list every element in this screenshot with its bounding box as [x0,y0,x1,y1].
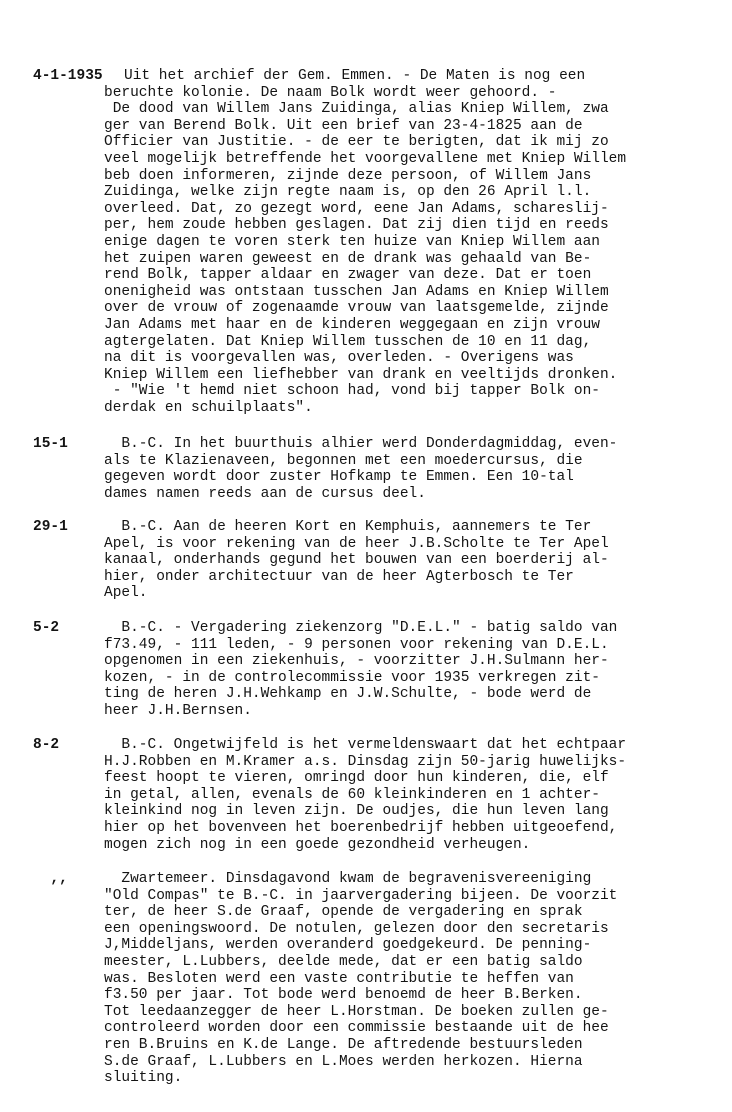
text-line: heer J.H.Bernsen. [104,702,252,719]
text-line: Officier van Justitie. - de eer te berigten, dat ik mij zo [104,134,609,151]
text-line: agtergelaten. Dat Kniep Willem tusschen de 10 en 11 dag, [104,333,592,350]
text-line: B.-C. In het buurthuis alhier werd Donderdagmiddag, even- [104,436,618,452]
text-line: - "Wie 't hemd niet schoon had, vond bij tapper Bolk on- [104,383,600,400]
text-line: ren B.Bruins en K.de Lange. De aftredende bestuursleden [104,1036,583,1053]
text-line: S.de Graaf, L.Lubbers en L.Moes werden herkozen. Hierna [104,1053,583,1070]
text-line: een openingswoord. De notulen, gelezen door den secretaris [104,920,609,937]
text-line: kleinkind nog in leven zijn. De oudjes, die hun leven lang [104,803,609,820]
text-line: overleed. Dat, zo gezegt word, eene Jan Adams, schareslij- [104,200,609,217]
entry-date: 4-1-1935 [33,68,103,84]
entry-text [104,737,626,853]
entry-date: 8-2 [33,737,60,753]
text-line: "Old Compas" te B.-C. in jaarvergadering bijeen. De voorzit [104,887,618,904]
text-line: gegeven wordt door zuster Hofkamp te Emmen. Een 10-tal [104,469,574,486]
entry-text [104,519,609,602]
entry-date: 29-1 [33,519,68,535]
entry-text [124,68,585,85]
entry-text-continued [104,85,626,417]
text-line: sluiting. [104,1070,183,1087]
entry-text [104,620,617,720]
text-line: derdak en schuilplaats". [104,399,313,416]
text-line: enige dagen te voren sterk ten huize van Kniep Willem aan [104,233,600,250]
text-line: Kniep Willem een liefhebber van drank en veeltijds dronken. [104,366,618,383]
text-line: Jan Adams met haar en de kinderen weggegaan en zijn vrouw [104,316,600,333]
text-line: hier, onder architectuur van de heer Agterbosch te Ter [104,568,574,585]
text-line: f73.49, - 111 leden, - 9 personen voor rekening van D.E.L. [104,636,609,653]
text-line: Zwartemeer. Dinsdagavond kwam de begravenisvereeniging [104,871,592,887]
text-line: Zuidinga, welke zijn regte naam is, op den 26 April l.l. [104,184,592,201]
text-line: H.J.Robben en M.Kramer a.s. Dinsdag zijn 50-jarig huwelijks- [104,753,627,770]
text-line: De dood van Willem Jans Zuidinga, alias Kniep Willem, zwa [104,101,609,118]
text-line: ger van Berend Bolk. Uit een brief van 23-4-1825 aan de [104,117,583,134]
text-line: per, hem zoude hebben geslagen. Dat zij dien tijd en reeds [104,217,609,234]
text-line: B.-C. Ongetwijfeld is het vermeldenswaart dat het echtpaar [104,737,627,753]
text-line: beb doen informeren, zijnde deze persoon, of Willem Jans [104,167,592,184]
text-line: het zuipen waren geweest en de drank was gehaald van Be- [104,250,592,267]
text-line: mogen zich nog in een goede gezondheid verheugen. [104,836,531,853]
entry-date: 15-1 [33,436,68,452]
text-line: was. Besloten werd een vaste contributie te heffen van [104,970,574,987]
text-line: kanaal, onderhands gegund het bouwen van een boerderij al- [104,552,609,569]
entry-text [104,436,617,502]
text-line: als te Klazienaveen, begonnen met een moedercursus, die [104,452,583,469]
text-line: Apel, is voor rekening van de heer J.B.Scholte te Ter Apel [104,535,609,552]
text-line: hier op het bovenveen het boerenbedrijf hebben uitgeoefend, [104,819,618,836]
text-line: kozen, - in de controlecommissie voor 1935 verkregen zit- [104,669,600,686]
text-line: controleerd worden door een commissie bestaande uit de hee [104,1020,609,1037]
text-line: Uit het archief der Gem. Emmen. - De Maten is nog een [124,68,586,84]
text-line: B.-C. Aan de heeren Kort en Kemphuis, aannemers te Ter [104,519,592,535]
text-line: feest hoopt te vieren, omringd door hun kinderen, die, elf [104,770,609,787]
text-line: meester, L.Lubbers, deelde mede, dat er een batig saldo [104,953,583,970]
entry-text [104,871,617,1087]
entry-date-ditto: ,, [33,871,68,887]
text-line: rend Bolk, tapper aldaar en zwager van deze. Dat er toen [104,267,592,284]
text-line: Tot leedaanzegger de heer L.Horstman. De boeken zullen ge- [104,1003,609,1020]
text-line: f3.50 per jaar. Tot bode werd benoemd de heer B.Berken. [104,987,583,1004]
entry-date: 5-2 [33,620,60,636]
text-line: dames namen reeds aan de cursus deel. [104,485,426,502]
text-line: veel mogelijk betreffende het voorgevallene met Kniep Willem [104,150,627,167]
text-line: beruchte kolonie. De naam Bolk wordt weer gehoord. - [104,84,557,101]
text-line: ter, de heer S.de Graaf, opende de vergadering en sprak [104,904,583,921]
text-line: onenigheid was ontstaan tusschen Jan Adams en Kniep Willem [104,283,609,300]
text-line: in getal, allen, evenals de 60 kleinkinderen en 1 achter- [104,786,600,803]
text-line: B.-C. - Vergadering ziekenzorg "D.E.L." - batig saldo van [104,620,618,636]
text-line: opgenomen in een ziekenhuis, - voorzitter J.H.Sulmann her- [104,653,609,670]
text-line: ting de heren J.H.Wehkamp en J.W.Schulte, - bode werd de [104,686,592,703]
text-line: na dit is voorgevallen was, overleden. - Overigens was [104,350,574,367]
text-line: over de vrouw of zogenaamde vrouw van laatsgemelde, zijnde [104,300,609,317]
text-line: J,Middeljans, werden overanderd goedgekeurd. De penning- [104,937,592,954]
text-line: Apel. [104,585,148,602]
